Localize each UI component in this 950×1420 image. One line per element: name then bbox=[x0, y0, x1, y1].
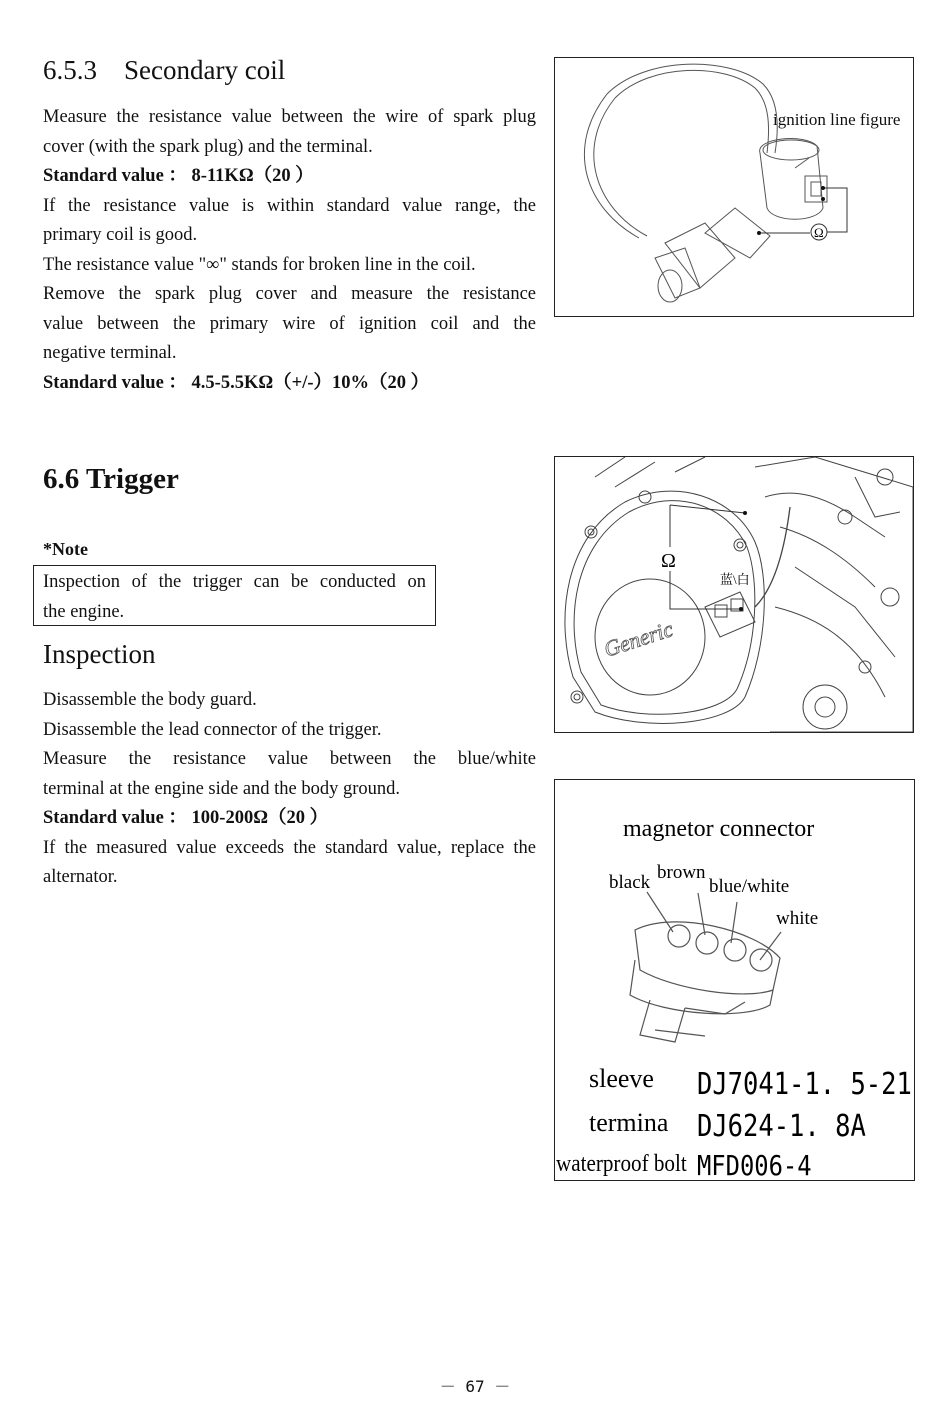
waterproof-bolt-value: MFD006-4 bbox=[697, 1150, 812, 1180]
page-number: － 67 － bbox=[439, 1377, 511, 1396]
wire-label-brown: brown bbox=[657, 862, 706, 883]
ohm-symbol: Ω bbox=[661, 550, 676, 572]
probe-point bbox=[739, 607, 743, 611]
paragraph-line: If the resistance value is within standard value range, the bbox=[43, 195, 536, 216]
section-653-title: 6.5.3 Secondary coil bbox=[43, 55, 286, 85]
paragraph-line: alternator. bbox=[43, 867, 118, 887]
section-653-body bbox=[43, 103, 536, 398]
standard-value-line bbox=[43, 369, 536, 399]
engine-drawing bbox=[555, 457, 913, 732]
standard-value: ： 8-11KΩ（20 ） bbox=[168, 166, 314, 186]
sleeve-value: DJ7041-1. 5-21 bbox=[697, 1065, 912, 1102]
note-line: the engine. bbox=[43, 601, 125, 622]
figure-caption: ignition line figure bbox=[773, 110, 901, 129]
wire-label-blue-white: blue/white bbox=[709, 876, 790, 897]
termina-value: DJ624-1. 8A bbox=[697, 1107, 866, 1144]
paragraph-line: cover (with the spark plug) and the terminal. bbox=[43, 136, 373, 157]
standard-value: ： 4.5-5.5KΩ（+/-）10%（20 ） bbox=[168, 372, 430, 393]
waterproof-bolt-label: waterproof bolt bbox=[556, 1149, 687, 1177]
paragraph-line: primary coil is good. bbox=[43, 225, 198, 245]
standard-value-label: Standard value bbox=[43, 372, 164, 393]
inspection-body bbox=[43, 686, 536, 893]
wire-label-white: white bbox=[776, 908, 819, 929]
section-66-title: 6.6 Trigger bbox=[43, 463, 179, 495]
inspection-title: Inspection bbox=[43, 639, 156, 669]
paragraph-line: negative terminal. bbox=[43, 343, 177, 363]
wire-color-label: 蓝\白 bbox=[720, 572, 750, 587]
paragraph-line: Measure the resistance value between the wire of spark plug bbox=[43, 107, 536, 127]
probe-point bbox=[757, 231, 761, 235]
standard-value-label: Standard value bbox=[43, 166, 164, 186]
paragraph-line: Measure the resistance value between the blue/white bbox=[43, 749, 536, 769]
standard-value-label: Standard value bbox=[43, 808, 164, 828]
paragraph-line: terminal at the engine side and the body ground. bbox=[43, 778, 401, 799]
note-line: Inspection of the trigger can be conducted on bbox=[43, 572, 426, 592]
standard-value: ： 100-200Ω（20 ） bbox=[168, 808, 329, 828]
probe-point bbox=[821, 186, 825, 190]
termina-label: termina bbox=[589, 1108, 669, 1137]
magnetor-connector-figure bbox=[554, 779, 915, 1181]
ohm-symbol: Ω bbox=[814, 225, 824, 240]
standard-value-line bbox=[43, 804, 536, 834]
note-box bbox=[33, 565, 436, 626]
paragraph-line: The resistance value "∞" stands for broken line in the coil. bbox=[43, 254, 476, 275]
connector-title: magnetor connector bbox=[623, 816, 815, 842]
engine-trigger-figure bbox=[554, 456, 914, 733]
wire-label-black: black bbox=[609, 872, 651, 893]
paragraph-line: value between the primary wire of ignition coil and the bbox=[43, 313, 536, 334]
paragraph-line: If the measured value exceeds the standard value, replace the bbox=[43, 837, 536, 858]
sleeve-label: sleeve bbox=[589, 1064, 654, 1093]
standard-value-line bbox=[43, 162, 536, 192]
connector-body bbox=[630, 892, 781, 1042]
note-label: *Note bbox=[43, 539, 88, 559]
paragraph-line: Disassemble the body guard. bbox=[43, 690, 257, 710]
probe-point bbox=[743, 511, 747, 515]
paragraph-line: Remove the spark plug cover and measure the resistance bbox=[43, 284, 536, 304]
ignition-coil-drawing bbox=[555, 58, 913, 316]
engine-logo: Generic bbox=[600, 616, 676, 662]
connector-drawing bbox=[555, 780, 914, 1180]
probe-point bbox=[821, 197, 825, 201]
ignition-coil-figure bbox=[554, 57, 914, 317]
paragraph-line: Disassemble the lead connector of the trigger. bbox=[43, 719, 382, 740]
